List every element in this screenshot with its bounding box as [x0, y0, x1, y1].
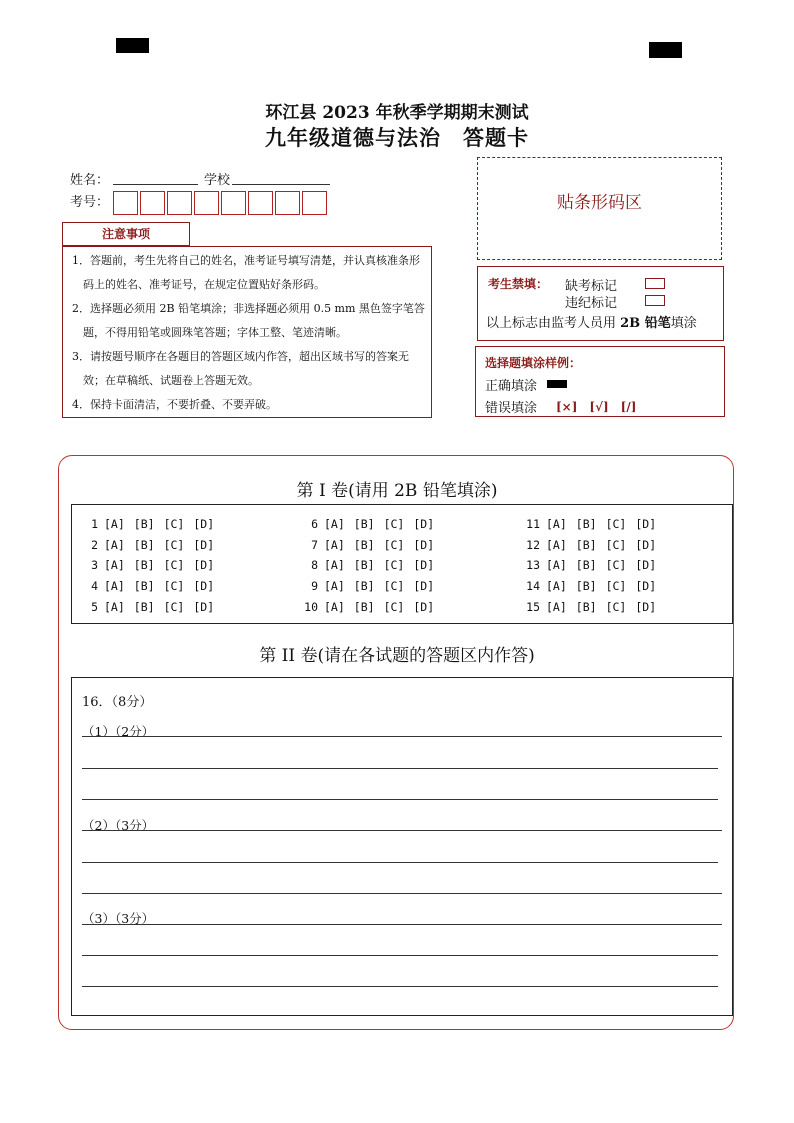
mcq-row[interactable]: [524, 576, 665, 597]
notice-item: 1．答题前，考生先将自己的姓名，准考证号填写清楚，并认真核准条形码上的姓名、准考证号，在规定位置贴好条形码。: [72, 254, 420, 291]
answer-line[interactable]: [82, 986, 718, 987]
option-c[interactable]: [C]: [383, 599, 405, 614]
option-d[interactable]: [D]: [413, 599, 435, 614]
option-a[interactable]: [A]: [546, 537, 567, 552]
option-a[interactable]: [A]: [104, 517, 125, 531]
exam-title: 环江县 2023 年秋季学期期末测试: [265, 103, 529, 123]
correct-fill-sample: [547, 380, 567, 388]
option-d[interactable]: [D]: [413, 558, 435, 573]
notice-list: [67, 249, 427, 417]
question-number: 5: [91, 599, 98, 614]
forbidden-title: 考生禁填：: [488, 277, 549, 291]
option-b[interactable]: [B]: [133, 579, 155, 594]
notice-item: 4．保持卡面清洁，不要折叠、不要弄破。: [72, 398, 277, 411]
option-d[interactable]: [D]: [193, 537, 215, 552]
question-number: 1: [91, 517, 98, 531]
answer-line[interactable]: [82, 830, 722, 831]
id-digit-box[interactable]: [194, 191, 219, 215]
option-d[interactable]: [D]: [635, 579, 657, 594]
sub-question-3-label: （3）（3分）: [82, 911, 155, 926]
option-d[interactable]: [D]: [635, 537, 657, 552]
option-b[interactable]: [B]: [353, 558, 375, 573]
question-number: 4: [91, 579, 98, 594]
option-a[interactable]: [A]: [324, 558, 345, 573]
option-a[interactable]: [A]: [546, 579, 567, 594]
option-a[interactable]: [A]: [546, 517, 567, 531]
forbidden-note: [486, 312, 697, 331]
option-b[interactable]: [B]: [575, 599, 597, 614]
mcq-row[interactable]: [82, 576, 223, 597]
option-c[interactable]: [C]: [605, 517, 627, 531]
option-c[interactable]: [C]: [383, 558, 405, 573]
wrong-fill-samples: [×] [√] [/]: [556, 400, 637, 414]
option-d[interactable]: [D]: [193, 558, 215, 573]
mcq-row[interactable]: [302, 576, 443, 597]
option-d[interactable]: [D]: [635, 517, 657, 531]
examinee-forbidden-box: [477, 266, 724, 341]
option-c[interactable]: [C]: [383, 579, 405, 594]
id-digit-box[interactable]: [167, 191, 192, 215]
question-number: 10: [304, 599, 318, 614]
question-number: 13: [526, 558, 540, 573]
mcq-row[interactable]: [524, 535, 665, 556]
option-b[interactable]: [B]: [353, 537, 375, 552]
question-number: 12: [526, 537, 540, 552]
answer-line[interactable]: [82, 736, 722, 737]
option-b[interactable]: [B]: [575, 579, 597, 594]
mcq-row[interactable]: [524, 514, 665, 535]
option-a[interactable]: [A]: [104, 537, 125, 552]
mcq-row[interactable]: [302, 555, 443, 576]
option-a[interactable]: [A]: [104, 579, 125, 594]
violation-mark-label: 违纪标记: [565, 296, 618, 311]
mcq-column: [82, 514, 223, 617]
question-number: 9: [311, 579, 318, 594]
id-digit-box[interactable]: [275, 191, 300, 215]
question-number: 11: [526, 517, 540, 531]
id-label: 考号：: [70, 195, 110, 210]
answer-line[interactable]: [82, 924, 722, 925]
option-b[interactable]: [B]: [575, 537, 597, 552]
option-b[interactable]: [B]: [133, 517, 155, 531]
forbidden-note-suffix: 填涂: [670, 316, 697, 331]
option-d[interactable]: [D]: [413, 579, 435, 594]
fill-sample-box: [475, 346, 725, 417]
option-b[interactable]: [B]: [133, 537, 155, 552]
option-c[interactable]: [C]: [163, 579, 185, 594]
answer-line[interactable]: [82, 768, 718, 769]
option-c[interactable]: [C]: [605, 558, 627, 573]
option-d[interactable]: [D]: [413, 537, 435, 552]
mcq-row[interactable]: [82, 597, 223, 618]
mcq-row[interactable]: [82, 535, 223, 556]
id-digit-box[interactable]: [113, 191, 138, 215]
answer-line[interactable]: [82, 955, 718, 956]
option-a[interactable]: [A]: [104, 599, 125, 614]
violation-mark-box[interactable]: [645, 295, 665, 306]
id-digit-box[interactable]: [302, 191, 327, 215]
part2-title: 第 II 卷(请在各试题的答题区内作答): [259, 646, 535, 666]
wrong-fill-label: 错误填涂: [485, 401, 538, 416]
mcq-row[interactable]: [302, 535, 443, 556]
part1-title: 第 I 卷(请用 2B 铅笔填涂): [296, 481, 498, 501]
mcq-row[interactable]: [302, 514, 443, 535]
name-label: 姓名：: [70, 173, 110, 188]
mcq-row[interactable]: [524, 597, 665, 618]
mcq-row[interactable]: [302, 597, 443, 618]
barcode-area: [477, 157, 722, 260]
option-b[interactable]: [B]: [575, 517, 597, 531]
option-a[interactable]: [A]: [324, 599, 345, 614]
question-number: 8: [311, 558, 318, 573]
question-number: 7: [311, 537, 318, 552]
forbidden-note-prefix: 以上标志由监考人员用: [486, 316, 621, 331]
answer-line[interactable]: [82, 799, 718, 800]
option-b[interactable]: [B]: [353, 579, 375, 594]
mcq-row[interactable]: [524, 555, 665, 576]
school-label: 学校: [204, 173, 231, 188]
option-a[interactable]: [A]: [324, 579, 345, 594]
option-c[interactable]: [C]: [605, 579, 627, 594]
mcq-grid: [71, 504, 733, 624]
card-title: 九年级道德与法治 答题卡: [265, 125, 529, 150]
option-c[interactable]: [C]: [383, 517, 405, 531]
mcq-column: [302, 514, 443, 617]
question-number: 2: [91, 537, 98, 552]
school-field[interactable]: [232, 168, 330, 185]
option-d[interactable]: [D]: [193, 517, 215, 531]
question-number: 15: [526, 599, 540, 614]
answer-line[interactable]: [82, 862, 718, 863]
id-number-boxes[interactable]: [113, 191, 329, 215]
notice-box: [62, 246, 432, 418]
sub-question-2-label: （2）（3分）: [82, 818, 155, 833]
notice-heading: 注意事项: [62, 222, 190, 246]
option-c[interactable]: [C]: [163, 517, 185, 531]
id-digit-box[interactable]: [221, 191, 246, 215]
option-c[interactable]: [C]: [163, 558, 185, 573]
option-a[interactable]: [A]: [546, 558, 567, 573]
essay-box: [71, 677, 733, 1016]
question-number: 3: [91, 558, 98, 573]
sub-question-1-label: （1）（2分）: [82, 724, 155, 739]
question-number: 14: [526, 579, 540, 594]
option-d[interactable]: [D]: [635, 558, 657, 573]
option-c[interactable]: [C]: [163, 537, 185, 552]
absent-mark-label: 缺考标记: [565, 279, 618, 294]
option-b[interactable]: [B]: [133, 558, 155, 573]
option-a[interactable]: [A]: [324, 517, 345, 531]
question-number: 6: [311, 517, 318, 531]
mcq-column: [524, 514, 665, 617]
option-d[interactable]: [D]: [635, 599, 657, 614]
name-field[interactable]: [113, 168, 198, 185]
notice-item: 2．选择题必须用 2B 铅笔填涂；非选择题必须用 0.5 mm 黑色签字笔答题，不得用铅笔或圆珠笔答题；字体工整、笔迹清晰。: [72, 302, 425, 339]
option-c[interactable]: [C]: [605, 537, 627, 552]
fill-sample-title: 选择题填涂样例：: [485, 356, 582, 370]
id-digit-box[interactable]: [140, 191, 165, 215]
mcq-row[interactable]: [82, 555, 223, 576]
correct-fill-label: 正确填涂: [485, 379, 538, 394]
forbidden-note-bold: 2B 铅笔: [620, 316, 671, 331]
notice-item: 3．请按题号顺序在各题目的答题区域内作答，超出区域书写的答案无效；在草稿纸、试题卷上答题无效。: [72, 350, 409, 387]
option-b[interactable]: [B]: [353, 599, 375, 614]
absent-mark-box[interactable]: [645, 278, 665, 289]
option-b[interactable]: [B]: [575, 558, 597, 573]
option-c[interactable]: [C]: [163, 599, 185, 614]
question-16-heading: 16．（8分）: [82, 695, 153, 710]
option-a[interactable]: [A]: [324, 537, 345, 552]
option-a[interactable]: [A]: [546, 599, 567, 614]
option-d[interactable]: [D]: [193, 599, 215, 614]
alignment-marker-left: [116, 38, 149, 53]
option-b[interactable]: [B]: [353, 517, 375, 531]
option-a[interactable]: [A]: [104, 558, 125, 573]
option-c[interactable]: [C]: [605, 599, 627, 614]
option-d[interactable]: [D]: [413, 517, 435, 531]
barcode-label: 贴条形码区: [557, 193, 642, 213]
mcq-row[interactable]: [82, 514, 223, 535]
option-b[interactable]: [B]: [133, 599, 155, 614]
id-digit-box[interactable]: [248, 191, 273, 215]
option-c[interactable]: [C]: [383, 537, 405, 552]
option-d[interactable]: [D]: [193, 579, 215, 594]
alignment-marker-right: [649, 42, 682, 58]
answer-line[interactable]: [82, 893, 722, 894]
